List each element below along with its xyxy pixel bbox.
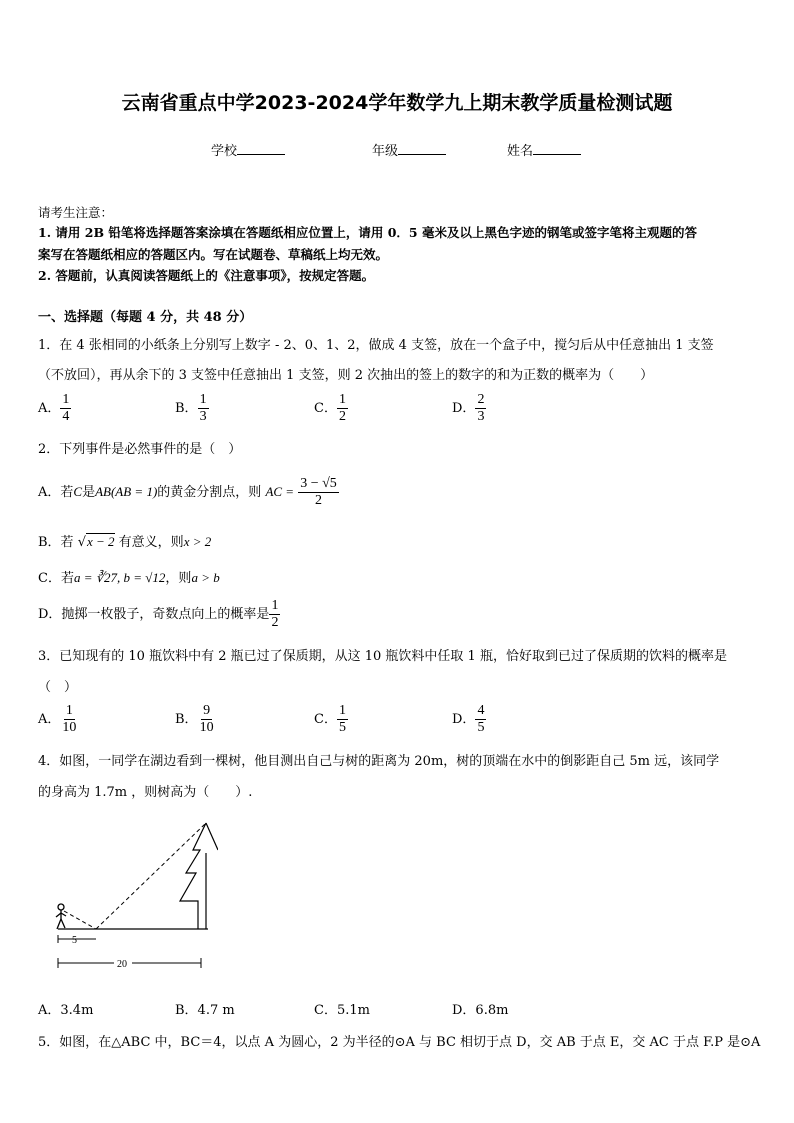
- school-field: 学校: [211, 140, 285, 159]
- q5-line-1: 5．如图，在△ABC 中，BC＝4，以点 A 为圆心，2 为半径的⊙A 与 BC 相切于点 D，交 AB 于点 E，交 AC 于点 F.P 是⊙A: [38, 1035, 761, 1050]
- dimension-20-label: 20: [117, 959, 127, 970]
- notice-line-1a: 1. 请用 2B 铅笔将选择题答案涂填在答题纸相应位置上，请用 0．5 毫米及以上黑色字迹的钢笔或签字笔将主观题的答: [38, 225, 697, 240]
- q2-option-d: D．抛掷一枚骰子，奇数点向上的概率是 $\frac{1}{2}$: [38, 598, 279, 630]
- q3-option-a: A． $\frac{1}{10}$: [38, 703, 77, 735]
- q3-option-b: B． $\frac{9}{10}$: [175, 703, 214, 735]
- notice-heading: 请考生注意：: [38, 205, 114, 220]
- tree-icon: [180, 823, 218, 929]
- q4-line-2: 的身高为 1.7m ，则树高为（ ）.: [38, 785, 253, 800]
- sight-line-1: [64, 911, 96, 929]
- name-field: 姓名: [507, 140, 581, 159]
- q4-line-1: 4．如图，一同学在湖边看到一棵树，他目测出自己与树的距离为 20m，树的顶端在水中的倒影距自己 5m 远，该同学: [38, 754, 720, 769]
- notice-line-2: 2. 答题前，认真阅读答题纸上的《注意事项》，按规定答题。: [38, 268, 375, 283]
- q3-line-2: （ ）: [38, 680, 78, 695]
- dimension-5-label: 5: [72, 935, 77, 946]
- q1-option-d: D． $\frac{2}{3}$: [452, 392, 485, 424]
- q2-option-a: A．若C是AB(AB = 1)的黄金分割点，则 AC = $\frac{3 - √5}{2}$: [38, 476, 337, 508]
- q4-option-c: C．5.1m: [314, 1003, 370, 1018]
- sight-line-2: [96, 823, 206, 929]
- q1-option-c: C． $\frac{1}{2}$: [314, 392, 346, 424]
- q1-line-2: （不放回），再从余下的 3 支签中任意抽出 1 支签，则 2 次抽出的签上的数字的和为正数的概率为（ ）: [38, 368, 654, 383]
- section-heading: 一、选择题（每题 4 分，共 48 分）: [38, 310, 253, 325]
- q3-option-c: C． $\frac{1}{5}$: [314, 703, 346, 735]
- notice-line-1b: 案写在答题纸相应的答题区内。写在试题卷、草稿纸上均无效。: [38, 247, 389, 262]
- q1-option-b: B． $\frac{1}{3}$: [175, 392, 207, 424]
- q2-stem: 2．下列事件是必然事件的是（ ）: [38, 442, 242, 457]
- q4-option-d: D．6.8m: [452, 1003, 509, 1018]
- q2-option-b: B．若 √x − 2 有意义，则x > 2: [38, 534, 212, 550]
- q1-option-a: A． $\frac{1}{4}$: [38, 392, 70, 424]
- q4-option-b: B．4.7 m: [175, 1003, 235, 1018]
- grade-field: 年级: [372, 140, 446, 159]
- q2-option-c: C．若a = ∛27, b = √12，则a > b: [38, 570, 220, 586]
- person-icon: [56, 904, 66, 929]
- q3-option-d: D． $\frac{4}{5}$: [452, 703, 485, 735]
- page-title: 云南省重点中学2023-2024学年数学九上期末教学质量检测试题: [121, 92, 673, 114]
- q1-line-1: 1．在 4 张相同的小纸条上分别写上数字 - 2、0、1、2，做成 4 支签，放在一个盒子中，搅匀后从中任意抽出 1 支签: [38, 338, 714, 353]
- q4-option-a: A．3.4m: [38, 1003, 94, 1018]
- tree-reflection-figure: [48, 815, 218, 975]
- q3-line-1: 3．已知现有的 10 瓶饮料中有 2 瓶已过了保质期，从这 10 瓶饮料中任取 1 瓶，恰好取到已过了保质期的饮料的概率是: [38, 649, 727, 664]
